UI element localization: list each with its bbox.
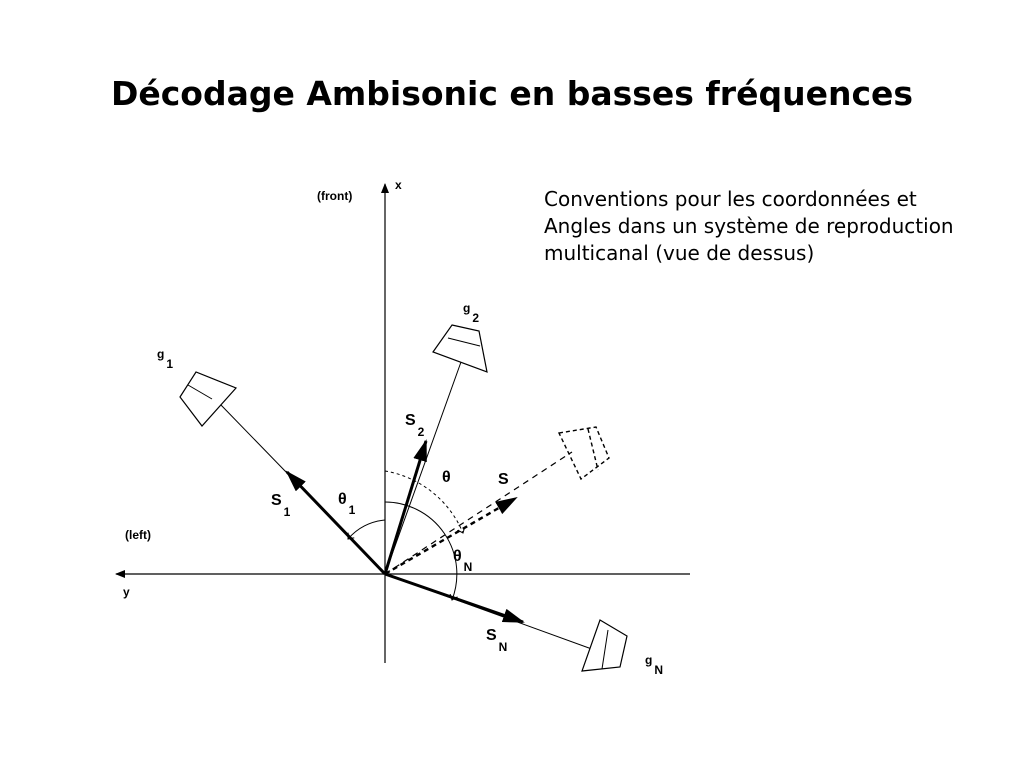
angle-theta1-arc (348, 520, 385, 539)
angle-theta-label: θ (442, 469, 451, 486)
angle-theta1-label: $\theta_1$ (338, 491, 356, 517)
angle-thetan-label: $\theta_N$ (453, 548, 473, 574)
left-label: (left) (125, 528, 151, 542)
vector-s-label: S (498, 471, 509, 488)
x-axis-label: x (395, 178, 402, 192)
vector-sn-label: $S_N$ (486, 627, 508, 654)
vector-s2-label: $S_2$ (405, 412, 425, 439)
y-axis-label: y (123, 585, 130, 599)
vector-s1-label: $S_1$ (271, 492, 291, 519)
speaker-n-label: gN (645, 653, 664, 677)
speaker-n-icon (385, 574, 627, 671)
front-label: (front) (317, 189, 353, 203)
speaker-2-label: g2 (463, 301, 480, 325)
speaker-2-icon (385, 325, 487, 574)
virtual-source-icon (385, 427, 609, 574)
vector-sn (385, 574, 523, 622)
speaker-1-label: g1 (157, 347, 174, 371)
caption-text: Conventions pour les coordonnées et Angles dans un système de reproduction multicanal (vue de dessus) (544, 187, 954, 265)
angle-theta-arc (385, 471, 463, 533)
slide-title: Décodage Ambisonic en basses fréquences (110, 74, 914, 113)
